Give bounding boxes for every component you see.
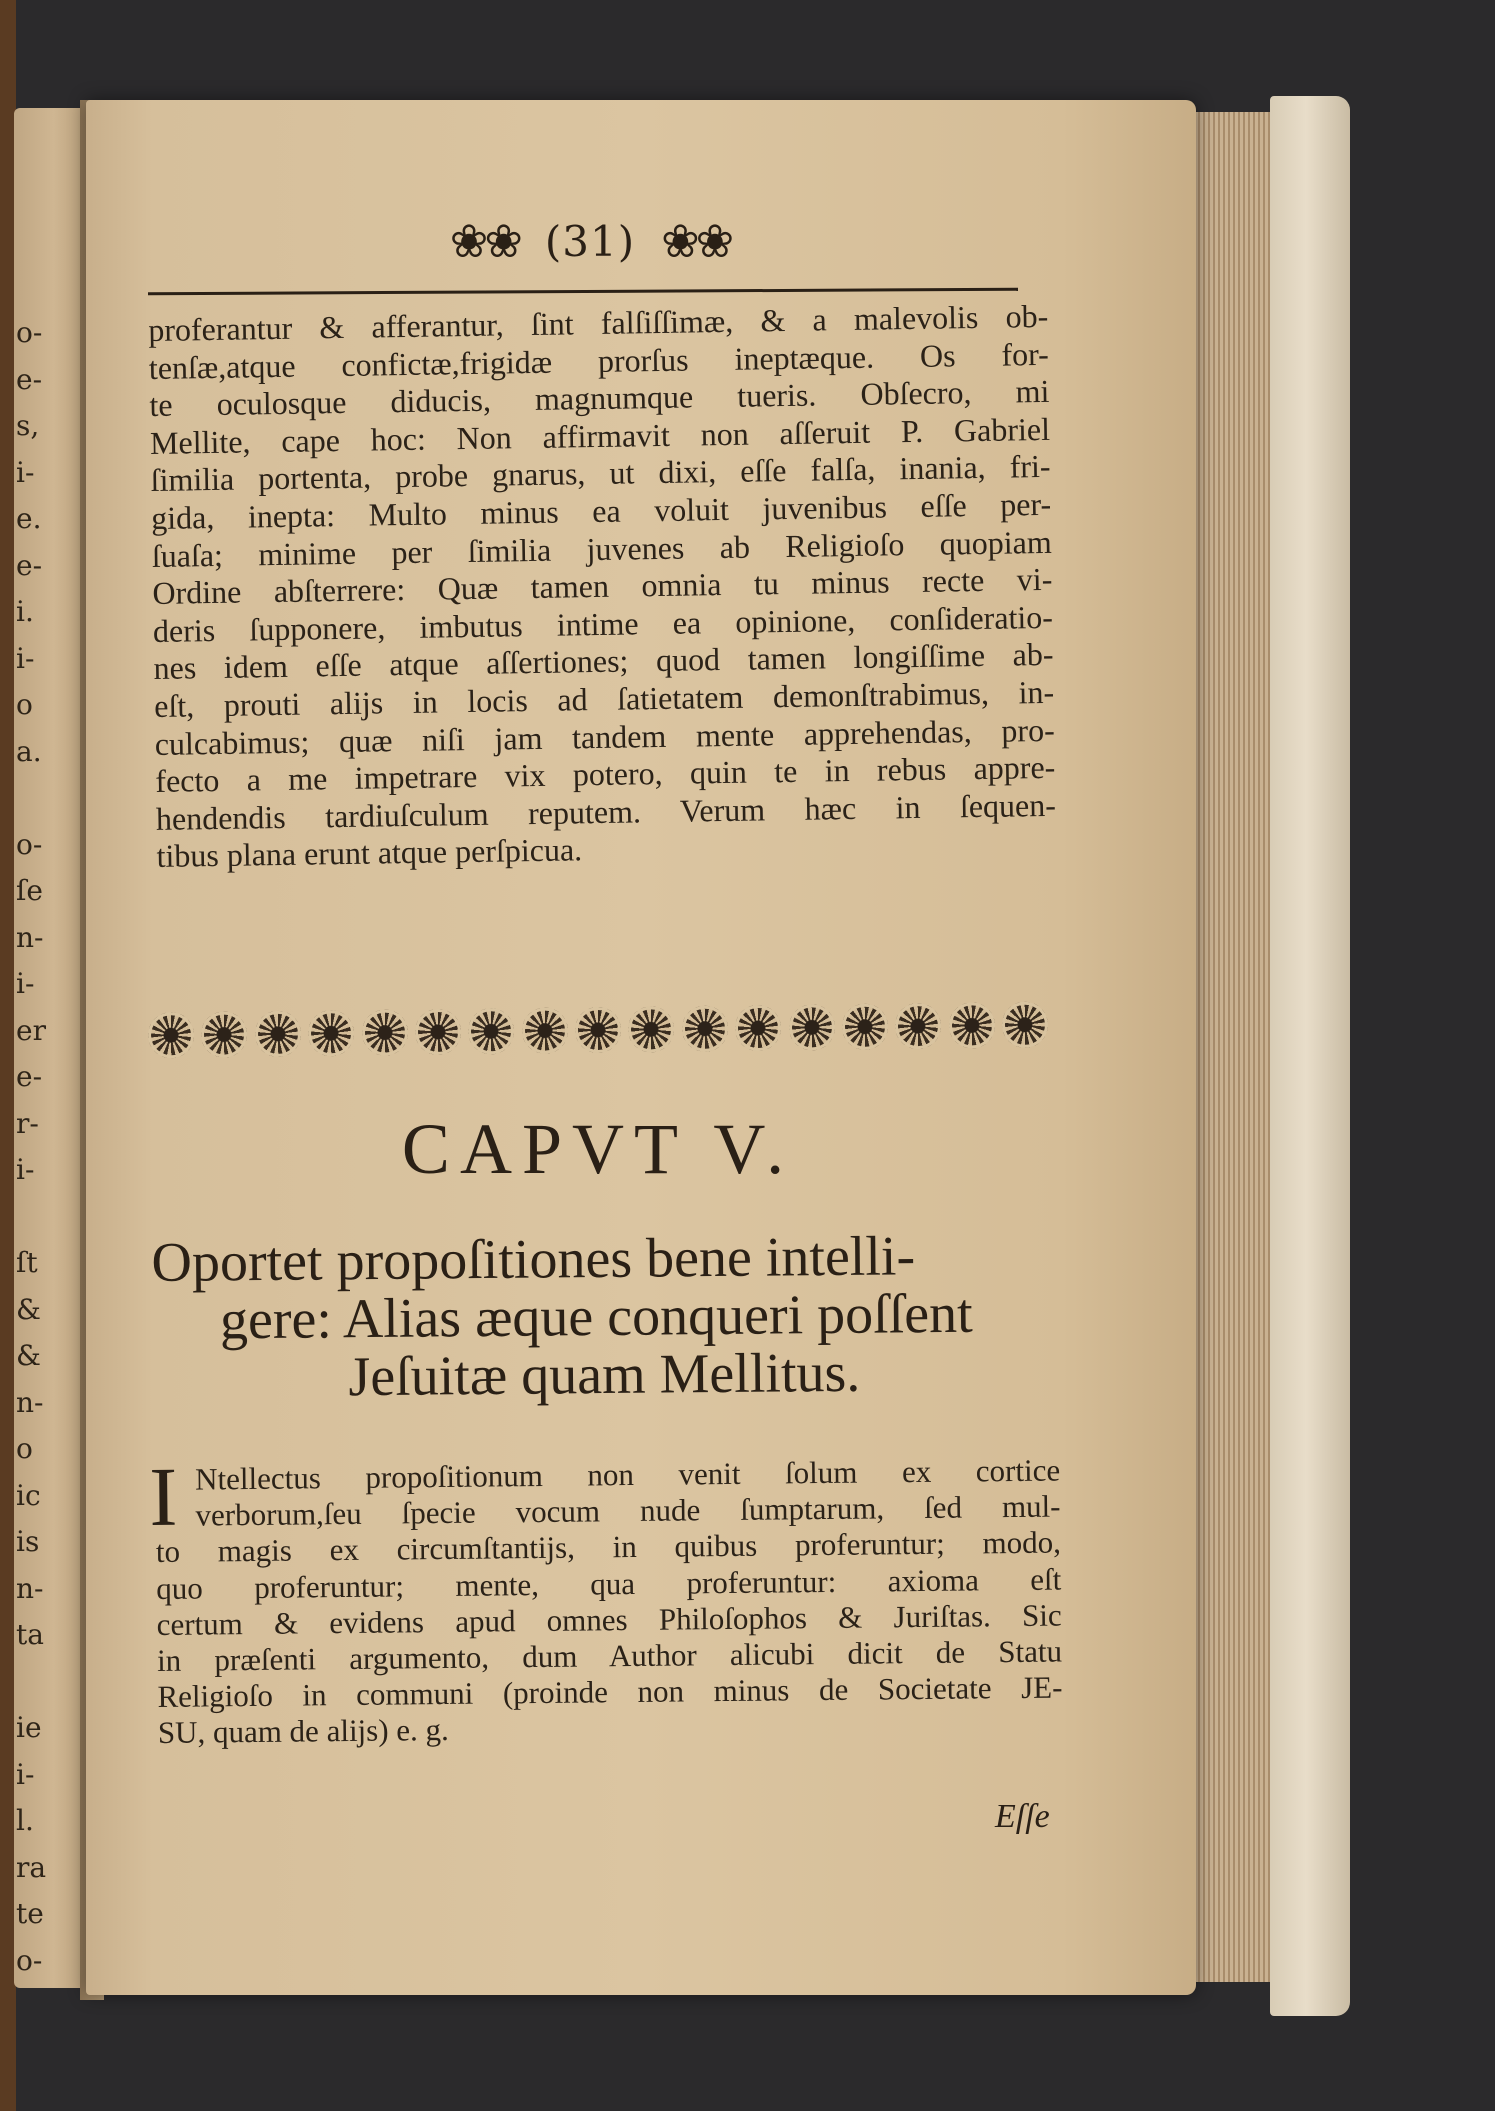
text-line: nes idem eſſe atque aſſertiones; quod tamen longiſſime ab-	[153, 636, 1054, 687]
chapter-heading: CAPVT V.	[401, 1109, 795, 1189]
text-line: SU, quam de alijs) e. g.	[157, 1712, 450, 1751]
text-line: tibus plana erunt atque perſpicua.	[156, 831, 583, 875]
page-number: (31)	[544, 216, 636, 266]
rosette-ornament-icon	[895, 1003, 942, 1050]
rosette-ornament-icon	[201, 1011, 248, 1058]
text-line: certum & evidens apud omnes Philoſophos & Juriſtas. Sic	[156, 1597, 1062, 1642]
left-page-fragment: s,	[16, 409, 40, 442]
text-line: gida, inepta: Multo minus ea voluit juvenibus eſſe per-	[150, 485, 1052, 536]
rosette-ornament-icon	[628, 1006, 675, 1053]
left-page-fragment: r-	[16, 1106, 39, 1140]
text-line: quo proferuntur; mente, qua proferuntur: axioma eſt	[156, 1561, 1062, 1606]
rosette-ornament-icon	[361, 1009, 408, 1056]
text-line: hendendis tardiuſculum reputem. Verum hæc in ſequen-	[155, 786, 1057, 837]
left-page-fragment: ſt	[16, 1246, 38, 1279]
left-page-fragment: o-	[16, 316, 43, 349]
rosette-ornament-icon	[468, 1008, 515, 1055]
chapter-paragraph	[148, 1450, 1063, 1752]
rosette-ornament-icon	[308, 1010, 355, 1057]
catchword: Eſſe	[995, 1798, 1050, 1835]
rosette-ornament-icon	[681, 1005, 728, 1052]
left-page-fragment: i.	[16, 595, 34, 628]
text-line: proferantur & afferantur, ſint falſiſſimæ, & a malevolis ob-	[148, 297, 1049, 348]
left-page-fragment: l.	[16, 1804, 34, 1837]
left-page-fragment: o	[16, 688, 33, 721]
text-line: Mellite, cape hoc: Non affirmavit non aſſeruit P. Gabriel	[149, 410, 1051, 461]
text-line: verborum,ſeu ſpecie vocum nude ſumptarum, ſed mul-	[195, 1488, 1061, 1533]
ornament-band	[148, 995, 1049, 1066]
text-line: Ntellectus propoſitionum non venit ſolum ex cortice	[194, 1452, 1061, 1497]
rosette-ornament-icon	[788, 1004, 835, 1051]
left-page-fragment: o-	[16, 827, 43, 861]
left-page-fragment: &	[16, 1339, 41, 1372]
left-page-fragment: n-	[16, 920, 44, 954]
text-line: ſuaſa; minime per ſimilia juvenes ab Religioſo quopiam	[151, 523, 1052, 574]
rosette-ornament-icon	[521, 1007, 568, 1054]
rosette-ornament-icon	[948, 1002, 995, 1049]
left-page-fragment: ic	[16, 1478, 41, 1512]
running-head	[380, 210, 800, 272]
left-page-fragment: i-	[16, 1757, 35, 1791]
text-line: ſimilia portenta, probe gnarus, ut dixi, eſſe falſa, inania, fri-	[150, 448, 1051, 499]
left-page-edge	[14, 108, 86, 1988]
ornament-right-icon: ❀❀	[661, 214, 731, 268]
text-line: tenſæ,atque confictæ,frigidæ prorſus ineptæque. Os for-	[148, 335, 1050, 386]
left-page-fragment: i-	[16, 1153, 35, 1186]
left-page-fragment: &	[16, 1292, 41, 1326]
text-line: to magis ex circumſtantijs, in quibus proferuntur; modo,	[155, 1524, 1062, 1570]
rosette-ornament-icon	[575, 1007, 622, 1054]
back-cover	[1270, 96, 1350, 2016]
left-page-fragment: n-	[16, 1385, 44, 1419]
chapter-title	[147, 1226, 1058, 1408]
left-page-fragment: o	[16, 1432, 33, 1465]
left-page-fragment: er	[16, 1013, 46, 1047]
left-page-fragment: i-	[16, 641, 35, 675]
ornament-left-icon: ❀❀	[449, 214, 519, 268]
rosette-ornament-icon	[415, 1009, 462, 1056]
left-page-fragment: e-	[16, 548, 43, 582]
left-page-fragment: e-	[16, 362, 43, 396]
left-page-fragment: e.	[16, 502, 42, 535]
left-page-fragment: ra	[16, 1850, 47, 1884]
text-line: deris ſupponere, imbutus intime ea opinione, conſideratio-	[152, 598, 1054, 649]
rosette-ornament-icon	[148, 1012, 195, 1059]
left-page-fragment: i-	[16, 455, 35, 489]
left-page-fragment: te	[16, 1897, 44, 1930]
rosette-ornament-icon	[254, 1011, 301, 1058]
text-line: eſt, prouti alijs in locis ad ſatietatem demonſtrabimus, in-	[153, 673, 1055, 724]
left-page-fragment: a.	[16, 734, 42, 768]
text-line: Ordine abſterrere: Quæ tamen omnia tu minus recte vi-	[152, 560, 1053, 612]
left-page-fragment: ie	[16, 1711, 42, 1744]
left-page-fragment: e-	[16, 1060, 43, 1093]
left-page-fragment: is	[16, 1525, 40, 1558]
text-line: culcabimus; quæ niſi jam tandem mente apprehendas, pro-	[154, 711, 1055, 762]
text-line: Religioſo in communi (proinde non minus de Societate JE-	[157, 1669, 1063, 1715]
chapter-title-line: Jeſuitæ quam Mellitus.	[348, 1341, 861, 1409]
drop-cap: I	[148, 1450, 178, 1545]
text-line: in præſenti argumento, dum Author alicubi dicit de Statu	[156, 1633, 1063, 1678]
rosette-ornament-icon	[842, 1003, 889, 1050]
left-page-fragment: ſe	[16, 874, 43, 907]
paragraph-continued	[148, 298, 1057, 876]
left-page-fragment: n-	[16, 1571, 44, 1605]
left-page-fragment: i-	[16, 967, 35, 1000]
rosette-ornament-icon	[1002, 1002, 1049, 1049]
chapter-title-line: Oportet propoſitiones bene intelli-	[151, 1225, 916, 1294]
left-page-fragment: ta	[16, 1618, 44, 1651]
rosette-ornament-icon	[735, 1005, 782, 1052]
chapter-title-line: gere: Alias æque conqueri poſſent	[219, 1282, 973, 1352]
text-line: fecto a me impetrare vix potero, quin te in rebus appre-	[155, 748, 1056, 800]
text-line: te oculosque diducis, magnumque tueris. Obſecro, mi	[149, 373, 1050, 424]
left-page-fragment: o-	[16, 1943, 43, 1977]
